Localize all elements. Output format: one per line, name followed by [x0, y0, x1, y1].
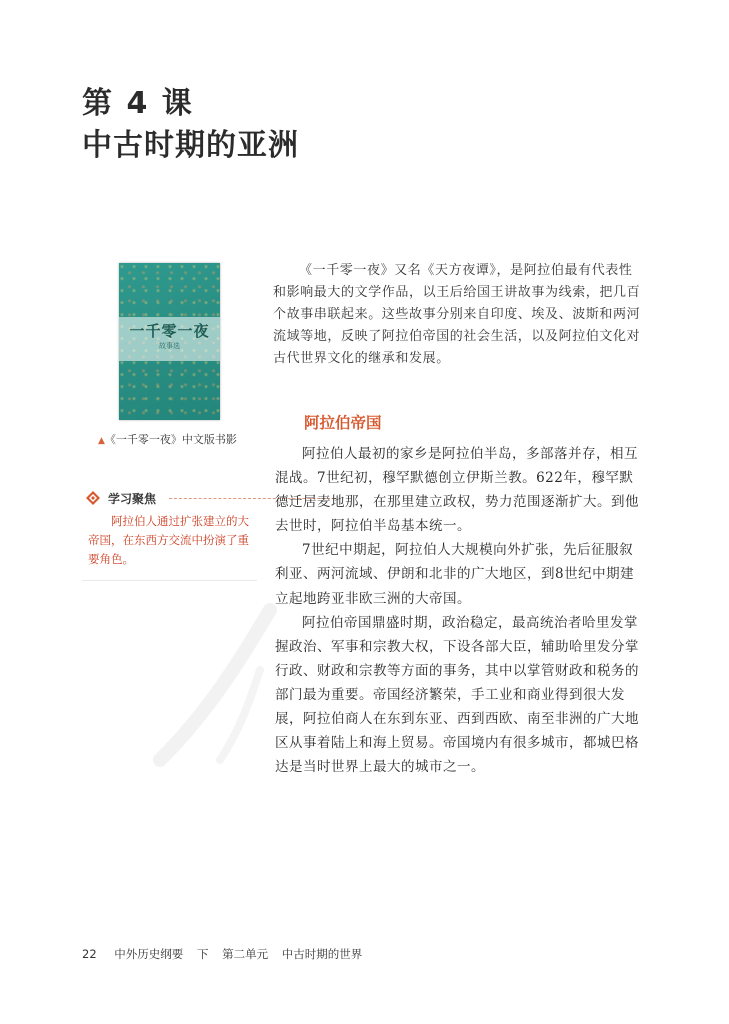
- page-footer: [82, 946, 372, 962]
- diamond-icon: [86, 491, 100, 505]
- book-caption: [98, 431, 237, 447]
- section-body: [275, 442, 643, 779]
- footer-unit-title: 中古时期的世界: [281, 947, 363, 961]
- study-focus-box: [82, 487, 257, 577]
- body-paragraph: 7世纪中期起，阿拉伯人大规模向外扩张，先后征服叙利亚、两河流域、伊朗和北非的广大地区，到8世纪中期建立起地跨亚非欧三洲的大帝国。: [275, 542, 635, 607]
- book-cover-subtitle: 故事选: [159, 342, 180, 350]
- footer-unit: 第二单元: [222, 947, 269, 961]
- lesson-number: 第 4 课: [82, 86, 194, 121]
- footer-book-title: 中外历史纲要: [114, 947, 184, 961]
- study-focus-header: 学习聚焦: [108, 492, 157, 506]
- book-cover-image: [119, 263, 220, 420]
- body-paragraph: 阿拉伯人最初的家乡是阿拉伯半岛，多部落并存，相互混战。7世纪初，穆罕默德创立伊斯兰教。622年，穆罕默德迁居麦地那，在那里建立政权，势力范围逐渐扩大。到他去世时，阿拉伯半岛基本统一。: [275, 446, 639, 535]
- book-cover-title: 一千零一夜: [129, 322, 210, 340]
- study-focus-text: 阿拉伯人通过扩张建立的大帝国，在东西方交流中扮演了重要角色。: [88, 514, 249, 566]
- caption-triangle-icon: ▲: [98, 436, 105, 446]
- intro-paragraph: 《一千零一夜》又名《天方夜谭》，是阿拉伯最有代表性和影响最大的文学作品，以王后给国王讲故事为线索，把几百个故事串联起来。这些故事分别来自印度、埃及、波斯和两河流域等地，反映了阿拉伯帝国的社会生活，以及阿拉伯文化对古代世界文化的继承和发展。: [273, 263, 641, 366]
- lesson-title: 中古时期的亚洲: [82, 128, 299, 163]
- section-heading: 阿拉伯帝国: [304, 414, 382, 432]
- footer-volume: 下: [196, 947, 209, 961]
- watermark-decoration: [150, 600, 290, 770]
- body-paragraph: 阿拉伯帝国鼎盛时期，政治稳定，最高统治者哈里发掌握政治、军事和宗教大权，下设各部大臣，辅助哈里发分掌行政、财政和宗教等方面的事务，其中以掌管财政和税务的部门最为重要。帝国经济繁荣，手工业和商业得到很大发展，阿拉伯商人在东到东亚、西到西欧、南至非洲的广大地区从事着陆上和海上贸易。帝国境内有很多城市，都城巴格达是当时世界上最大的城市之一。: [275, 614, 639, 776]
- page-number: 22: [82, 947, 97, 961]
- caption-text: 《一千零一夜》中文版书影: [104, 433, 237, 446]
